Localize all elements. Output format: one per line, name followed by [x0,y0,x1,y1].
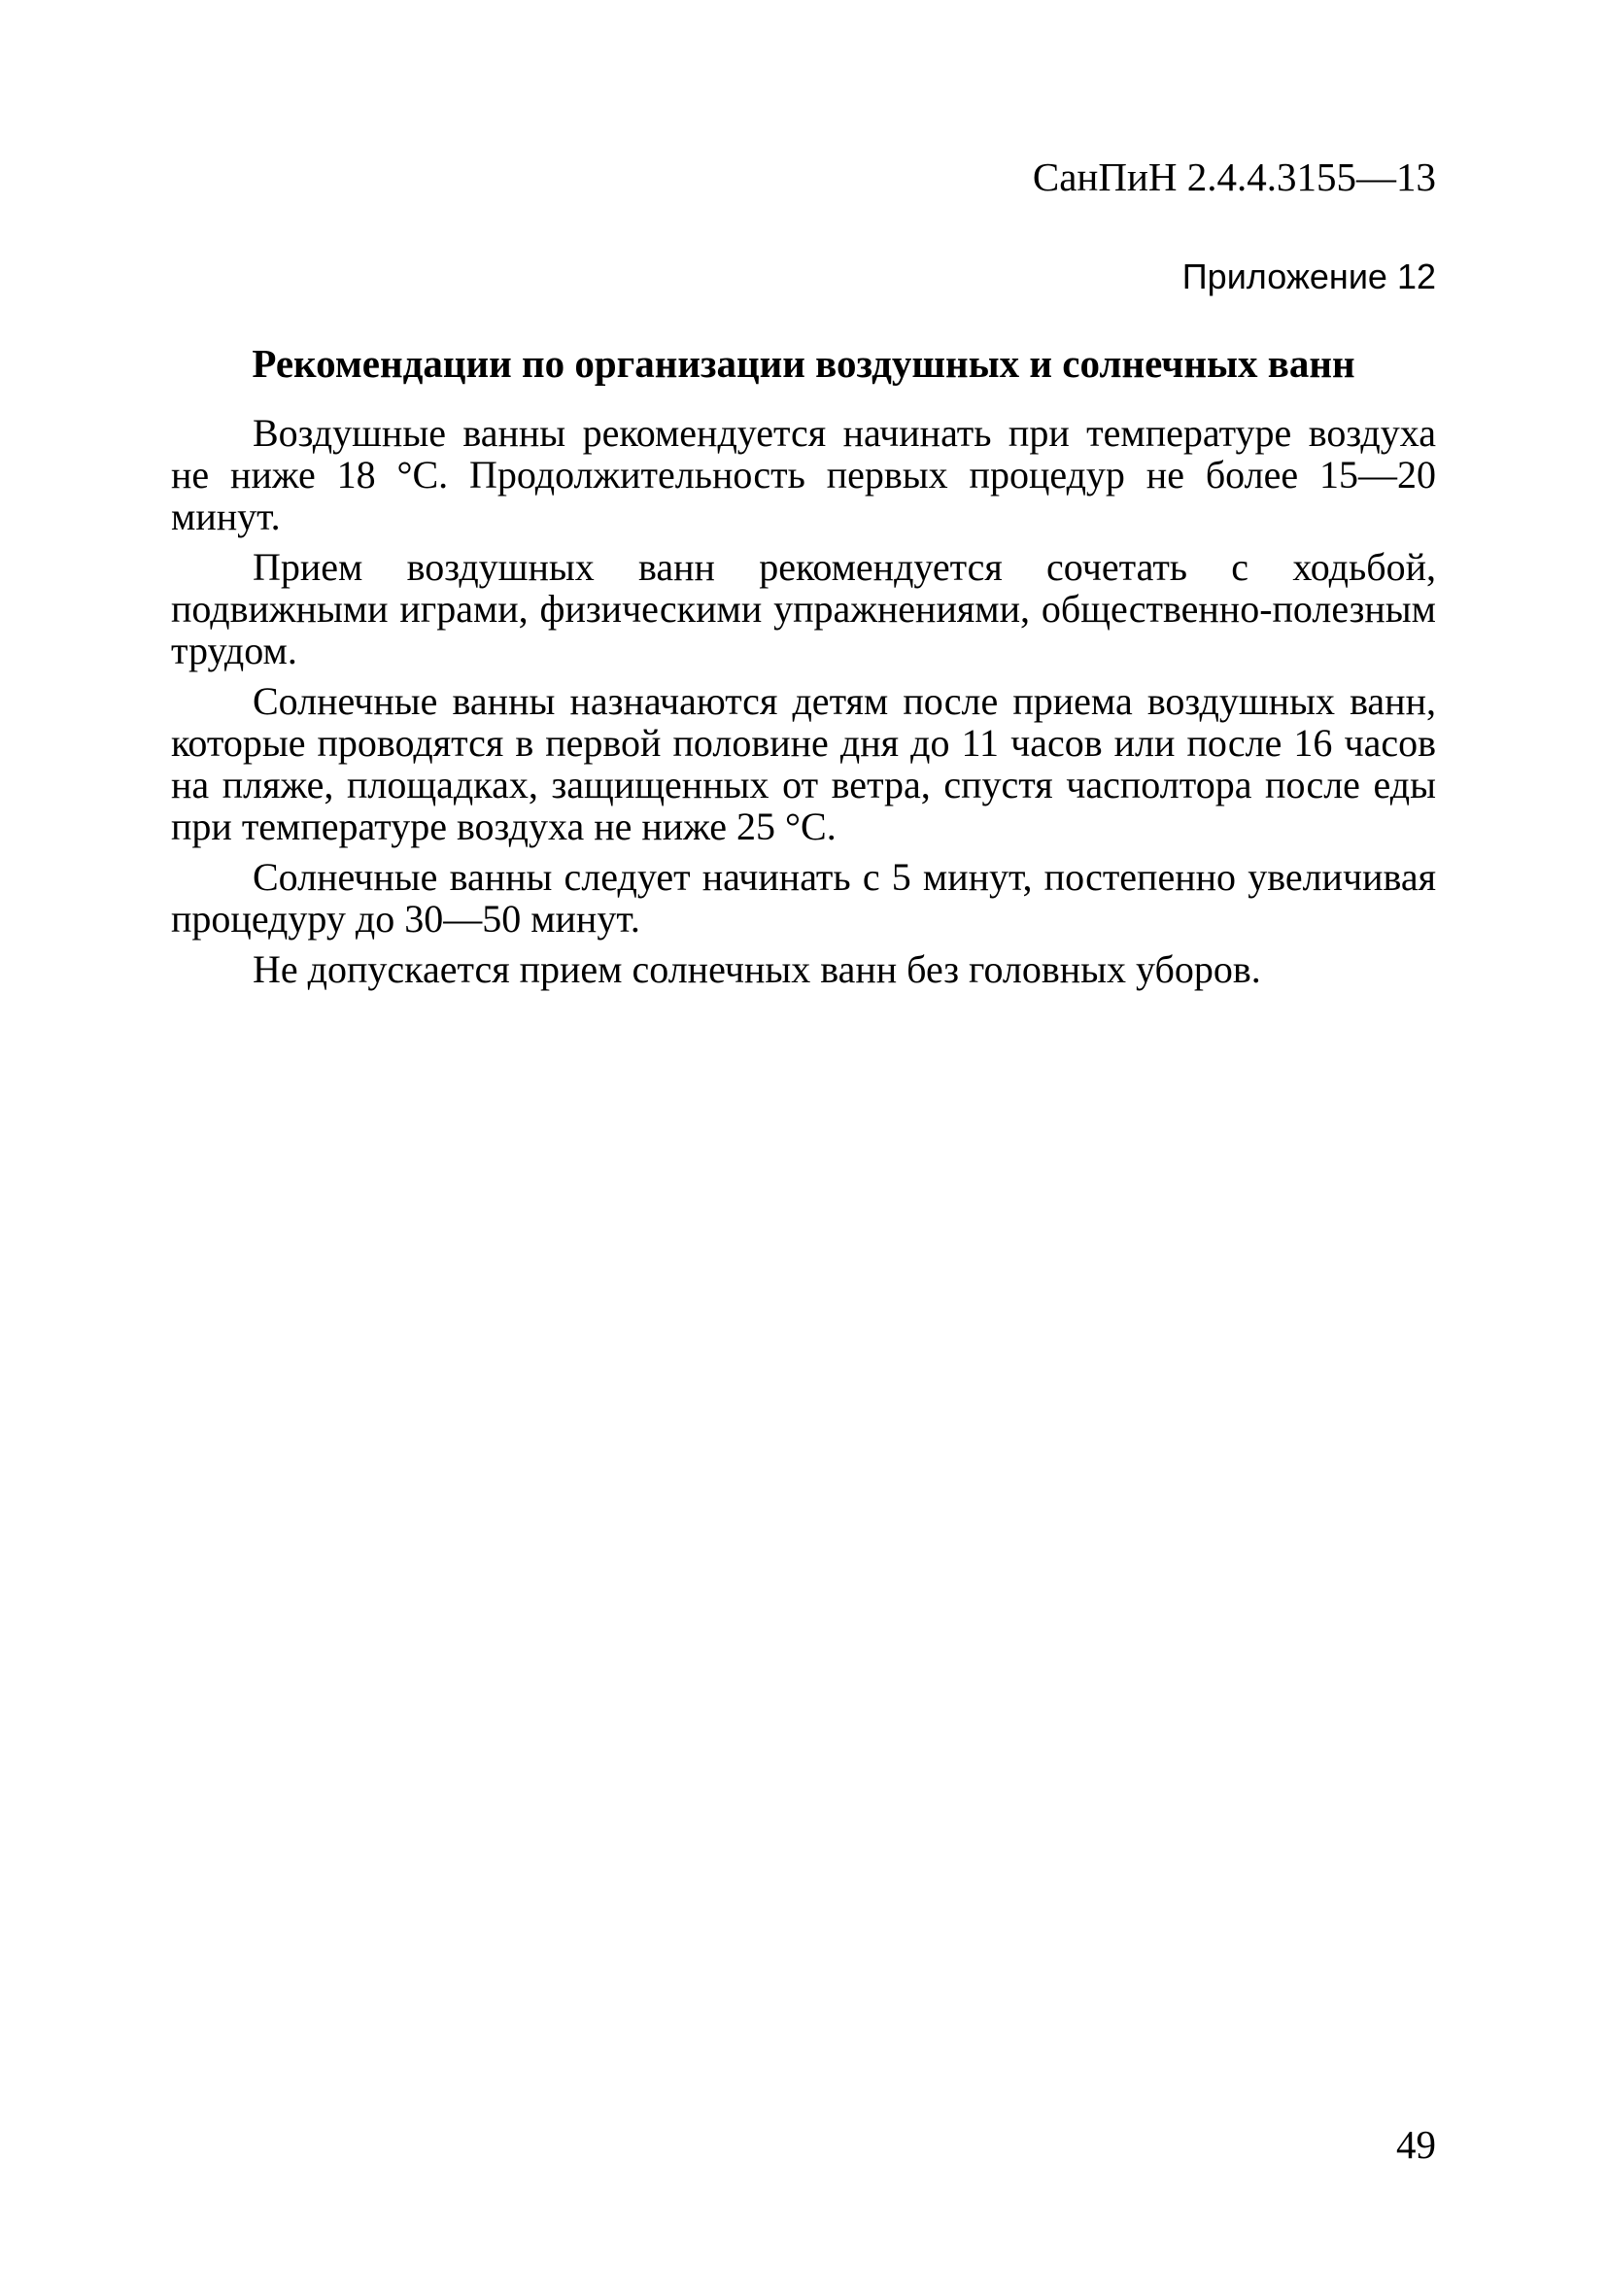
paragraph-air-baths-activities: Прием воздушных ванн рекомендуется сочетать с ходьбой, подвижными играми, физическими упражнениями, общественно-полезным трудом. [171,545,1436,672]
page-number: 49 [1396,2122,1436,2167]
paragraph-sun-baths-headwear: Не допускается прием солнечных ванн без головных уборов. [253,947,1261,991]
paragraph-sun-baths-schedule: Солнечные ванны назначаются детям после приема воздушных ванн, которые проводятся в первой половине дня до 11 часов или после 16 часов на пляже, площадках, защищенных от ветра, спустя часполтора после еды при температуре воздуха не ниже 25 °С. [171,679,1436,848]
document-code: СанПиН 2.4.4.3155—13 [1032,154,1436,199]
appendix-label: Приложение 12 [1181,257,1436,296]
body-text [171,412,1436,999]
page-title: Рекомендации по организации воздушных и солнечных ванн [252,341,1355,386]
paragraph-air-baths-start: Воздушные ванны рекомендуется начинать при температуре воздуха не ниже 18 °С. Продолжительность первых процедур не более 15—20 минут. [171,411,1436,538]
paragraph-sun-baths-duration: Солнечные ванны следует начинать с 5 минут, постепенно увеличивая процедуру до 30—50 минут. [171,855,1436,941]
